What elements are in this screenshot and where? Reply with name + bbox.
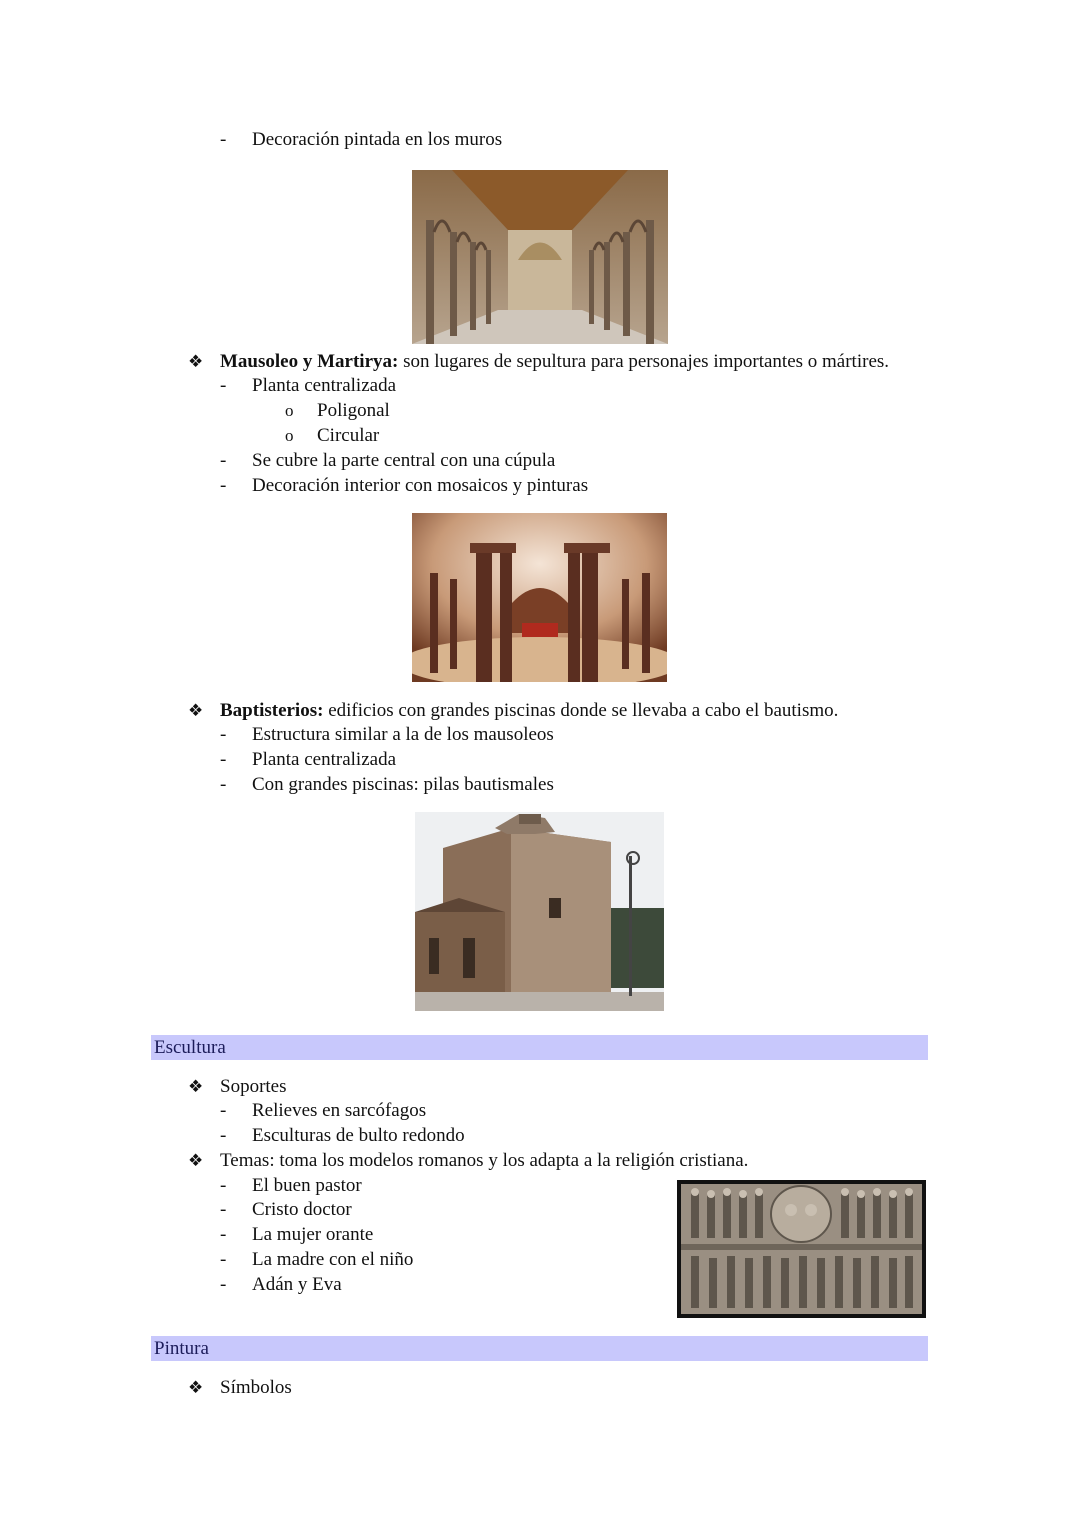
list-item: Estructura similar a la de los mausoleos: [252, 724, 554, 745]
dash-marker: -: [220, 749, 227, 770]
dash-marker: -: [220, 1100, 227, 1121]
diamond-bullet-icon: ❖: [188, 352, 204, 371]
dash-marker: -: [220, 1224, 227, 1245]
mausoleo-line: [220, 350, 889, 374]
dash-marker: -: [220, 375, 227, 396]
section-title: Pintura: [154, 1338, 209, 1359]
list-item: Planta centralizada: [252, 375, 397, 396]
dash-marker: -: [220, 1249, 227, 1270]
list-item: Decoración pintada en los muros: [252, 129, 503, 150]
dash-marker: -: [220, 450, 227, 471]
sarcophagus-relief-photo: [677, 1180, 926, 1318]
list-item: Adán y Eva: [252, 1274, 342, 1295]
mausoleum-interior-photo: [412, 513, 667, 682]
mausoleo-desc: son lugares de sepultura para personajes importantes o mártires.: [398, 351, 890, 372]
dash-marker: -: [220, 1274, 227, 1295]
list-item: Esculturas de bulto redondo: [252, 1125, 465, 1146]
dash-marker: -: [220, 129, 227, 150]
list-item: Con grandes piscinas: pilas bautismales: [252, 774, 554, 795]
temas-label: Temas: toma los modelos romanos y los adapta a la religión cristiana.: [220, 1150, 749, 1171]
section-heading-escultura: [151, 1035, 928, 1060]
soportes-label: Soportes: [220, 1076, 287, 1097]
list-item: Relieves en sarcófagos: [252, 1100, 427, 1121]
dash-marker: -: [220, 1199, 227, 1220]
dash-marker: -: [220, 774, 227, 795]
list-item: Cristo doctor: [252, 1199, 352, 1220]
diamond-bullet-icon: ❖: [188, 1151, 204, 1170]
basilica-interior-photo: [412, 170, 668, 344]
baptisterios-title: Baptisterios:: [220, 700, 324, 721]
simbolos-label: Símbolos: [220, 1377, 292, 1398]
section-title: Escultura: [154, 1037, 226, 1058]
baptisterios-line: [220, 699, 838, 723]
list-item: Planta centralizada: [252, 749, 397, 770]
section-heading-pintura: [151, 1336, 928, 1361]
dash-marker: -: [220, 1175, 227, 1196]
list-item: Decoración interior con mosaicos y pinturas: [252, 475, 589, 496]
sub-list-item: Poligonal: [317, 400, 390, 421]
list-item: El buen pastor: [252, 1175, 362, 1196]
diamond-bullet-icon: ❖: [188, 701, 204, 720]
circle-bullet: o: [285, 401, 294, 420]
sub-list-item: Circular: [317, 425, 380, 446]
diamond-bullet-icon: ❖: [188, 1077, 204, 1096]
circle-bullet: o: [285, 426, 294, 445]
list-item: La mujer orante: [252, 1224, 374, 1245]
list-item: La madre con el niño: [252, 1249, 414, 1270]
mausoleo-title: Mausoleo y Martirya:: [220, 351, 399, 372]
diamond-bullet-icon: ❖: [188, 1378, 204, 1397]
baptistery-exterior-photo: [415, 812, 664, 1011]
baptisterios-desc: edificios con grandes piscinas donde se llevaba a cabo el bautismo.: [323, 700, 839, 721]
dash-marker: -: [220, 1125, 227, 1146]
list-item: Se cubre la parte central con una cúpula: [252, 450, 556, 471]
dash-marker: -: [220, 475, 227, 496]
dash-marker: -: [220, 724, 227, 745]
